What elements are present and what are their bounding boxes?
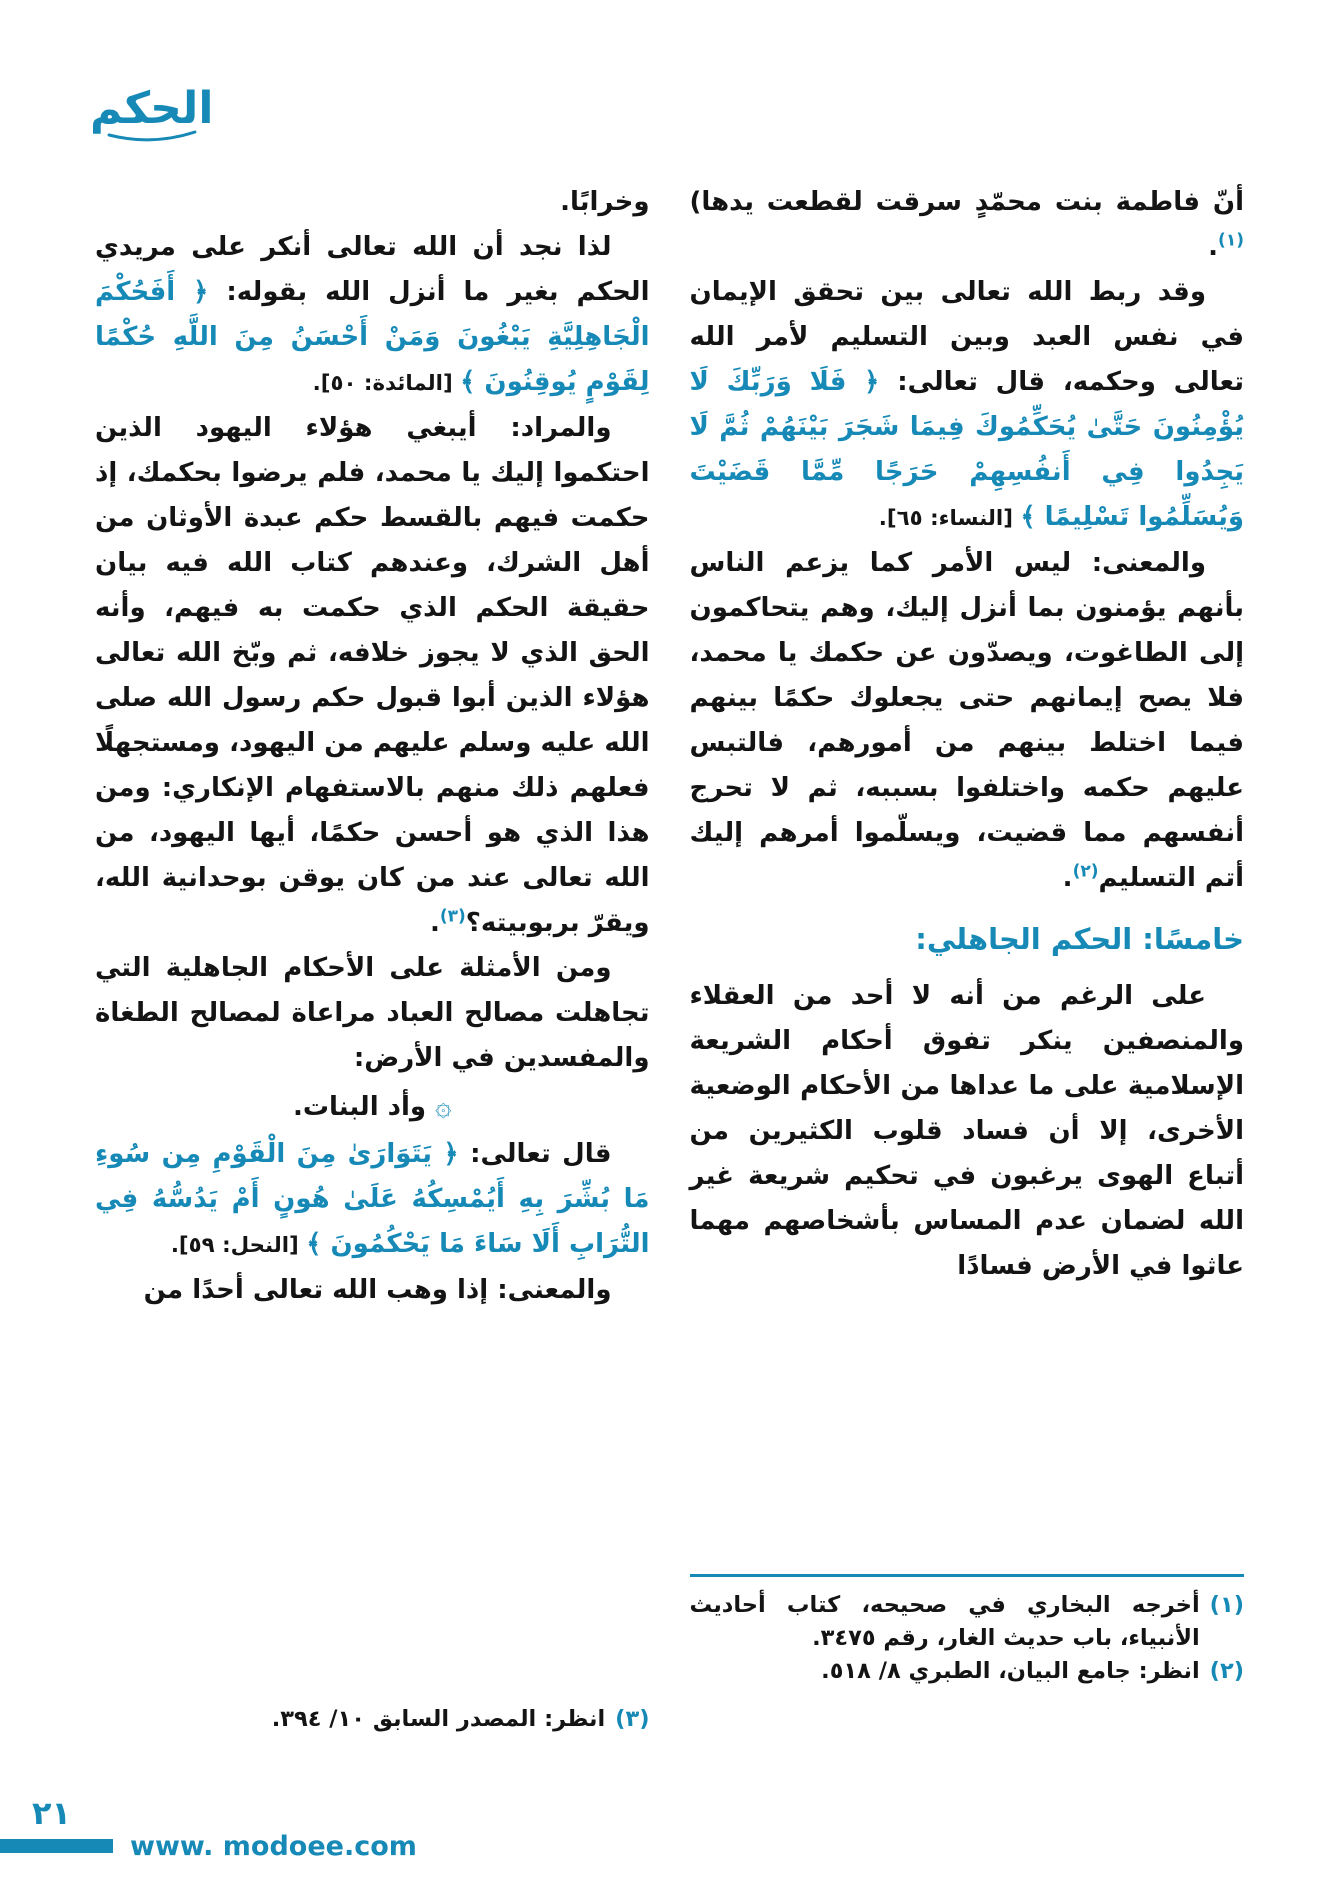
lead-text: لذا نجد أن الله تعالى أنكر على مريدي الحكم بغير ما أنزل الله بقوله: (95, 232, 650, 307)
sentence-period: . (1208, 232, 1219, 262)
footnote-item (690, 1655, 1245, 1688)
meaning-text: ليس الأمر كما يزعم الناس بأنهم يؤمنون بما أنزل إليك، وهم يتحاكمون إلى الطاغوت، ويصدّون عن حكمك يا محمد، فلا يصح إيمانهم حتى يجعلوك حكمًا بينهم فيما اختلط بينهم من أمورهم، فالتبس عليهم حكمه واختلفوا بسببه، ثم لا تحرج أنفسهم مما قضيت، ويسلّموا أمرهم إليك أتم التسليم (689, 548, 1244, 893)
paragraph-examples-intro: ومن الأمثلة على الأحكام الجاهلية التي تجاهلت مصالح العباد مراعاة لمصالح الطغاة والمفسدين في الأرض: (95, 953, 650, 1073)
column-right (690, 180, 1245, 1736)
footnote-text: انظر: جامع البيان، الطبري ٨/ ٥١٨. (821, 1658, 1200, 1684)
meaning-text: إذا وهب الله تعالى أحدًا من (143, 1275, 489, 1305)
paragraph-meaning-maida (95, 406, 650, 946)
footnote-item (690, 1589, 1245, 1655)
section-heading-jahili-rule: خامسًا: الحكم الجاهلي: (915, 922, 1244, 956)
paragraph-hadith-continuation (690, 180, 1245, 270)
rub-el-hizb-ornament-icon: ۞ (435, 1089, 452, 1122)
page-number: ٢١ (32, 1794, 72, 1832)
footnote-item (95, 1703, 650, 1736)
quran-verse-nahl-59: ﴿ يَتَوَارَىٰ مِنَ الْقَوْمِ مِن سُوءِ مَا بُشِّرَ بِهِ أَيُمْسِكُهُ عَلَىٰ هُونٍ أَمْ يَدُسُّهُ فِي التُّرَابِ أَلَا سَاءَ مَا يَحْكُمُونَ ﴾ (95, 1139, 650, 1259)
footnote-text: أخرجه البخاري في صحيحه، كتاب أحاديث الأنبياء، باب حديث الغار، رقم ٣٤٧٥. (689, 1592, 1200, 1651)
lead-text: وقد ربط الله تعالى بين تحقق الإيمان في نفس العبد وبين التسليم لأمر الله تعالى وحكمه، قال تعالى: (689, 277, 1244, 397)
paragraph-jahili-intro: على الرغم من أنه لا أحد من العقلاء والمنصفين ينكر تفوق أحكام الشريعة الإسلامية على ما عداها من الأحكام الوضعية الأخرى، إلا أن فساد قلوب الكثيرين من أتباع الهوى يرغبون في تحكيم شريعة غير الله لضمان عدم المساس بأشخاصهم مهما عاثوا في الأرض فسادًا (689, 981, 1244, 1281)
subtopic-line-wad-albanat (95, 1081, 650, 1132)
footnote-marker-3: (٣) (439, 906, 466, 927)
footer-accent-bar (0, 1839, 113, 1853)
footnotes-right (690, 1574, 1245, 1688)
quran-verse-nisa-65: ﴿ فَلَا وَرَبِّكَ لَا يُؤْمِنُونَ حَتَّىٰ يُحَكِّمُوكَ فِيمَا شَجَرَ بَيْنَهُمْ ثُمَّ لَا يَجِدُوا فِي أَنفُسِهِمْ حَرَجًا مِّمَّا قَضَيْتَ وَيُسَلِّمُوا تَسْلِيمًا ﴾ (689, 367, 1244, 532)
book-title-text: الحكم (90, 83, 214, 134)
lead-word-almaana: والمعنى: (488, 1275, 612, 1305)
verse-reference-maida: [المائدة: ٥٠]. (312, 371, 461, 396)
publisher-website-link[interactable]: www. modoee.com (130, 1831, 417, 1862)
sentence-period: . (429, 908, 440, 938)
footnote-marker-2: (٢) (1072, 861, 1099, 882)
footnote-marker-1: (١) (1218, 230, 1244, 251)
column-left (95, 180, 650, 1736)
paragraph-nahl-verse (95, 1132, 650, 1268)
verse-reference-nisa: [النساء: ٦٥]. (878, 506, 1021, 531)
paragraph-continuation-word: وخرابًا. (560, 187, 650, 217)
paragraph-meaning-nisa (690, 541, 1245, 901)
sentence-period: . (1062, 863, 1073, 893)
subtopic-title: وأد البنات. (292, 1092, 427, 1122)
paragraph-iman-taslim (690, 270, 1245, 541)
text-columns (95, 180, 1244, 1736)
lead-word-almurad: والمراد: (476, 413, 612, 443)
meaning-text: أيبغي هؤلاء اليهود الذين احتكموا إليك يا محمد، فلم يرضوا بحكمك، إذ حكمت فيهم بالقسط حكم عبدة الأوثان من أهل الشرك، وعندهم كتاب الله فيه بيان حقيقة الحكم الذي حكمت به فيهم، وأنه الحق الذي لا يجوز خلافه، ثم وبّخ الله تعالى هؤلاء الذين أبوا قبول حكم رسول الله صلى الله عليه وسلم عليهم من اليهود، ومستجهلًا فعلهم ذلك منهم بالاستفهام الإنكاري: ومن هذا الذي هو أحسن حكمًا، أيها اليهود، من الله تعالى عند من كان يوقن بوحدانية الله، ويقرّ بربوبيته؟ (95, 413, 650, 938)
paragraph-meaning-nahl (95, 1268, 650, 1313)
footnotes-left (95, 1703, 650, 1736)
hadith-text: أنّ فاطمة بنت محمّدٍ سرقت لقطعت يدها) (689, 187, 1244, 217)
lead-text: قال تعالى: (458, 1139, 612, 1169)
footnote-number: (٢) (1209, 1658, 1244, 1684)
verse-reference-nahl: [النحل: ٥٩]. (170, 1233, 307, 1258)
footnote-number: (٣) (615, 1706, 650, 1732)
quran-verse-maida-50: ﴿ أَفَحُكْمَ الْجَاهِلِيَّةِ يَبْغُونَ وَمَنْ أَحْسَنُ مِنَ اللَّهِ حُكْمًا لِقَوْمٍ يُوقِنُونَ ﴾ (95, 277, 650, 397)
lead-word-almaana: والمعنى: (1071, 548, 1206, 578)
footnote-number: (١) (1209, 1592, 1244, 1618)
book-title-logo (90, 83, 214, 144)
paragraph-denounce-rulers (95, 225, 650, 406)
footnote-text: انظر: المصدر السابق ١٠/ ٣٩٤. (271, 1706, 606, 1732)
